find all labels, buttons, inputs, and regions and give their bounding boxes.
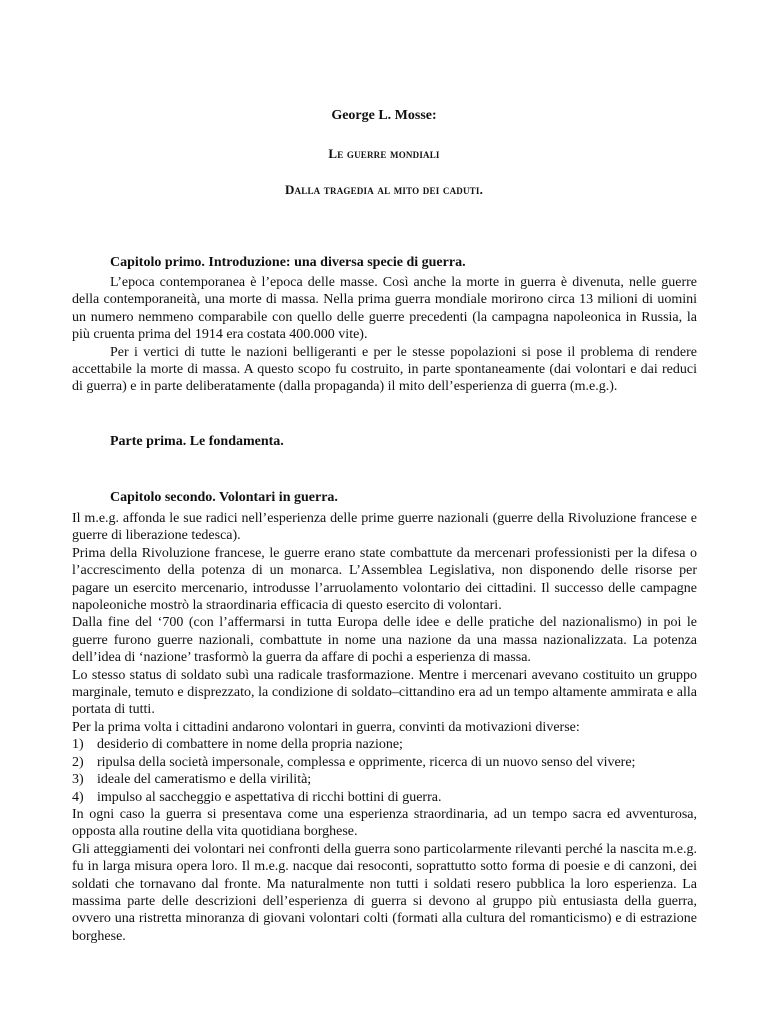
paragraph: L’epoca contemporanea è l’epoca delle masse. Così anche la morte in guerra è divenuta, nelle guerre della contemporaneità, una morte di massa. Nella prima guerra mondiale morirono circa 13 milioni di uomini un numero nemmeno comparabile con quello delle guerre precedenti (la campagna napoleonica in Russia, la più cruenta prima del 1914 era costata 400.000 vite).: [72, 275, 697, 343]
list-text: ripulsa della società impersonale, complessa e opprimente, ricerca di un nuovo senso del vivere;: [97, 754, 636, 770]
list-text: ideale del cameratismo e della virilità;: [97, 772, 312, 788]
paragraph: Per i vertici di tutte le nazioni belligeranti e per le stesse popolazioni si pose il problema di rendere accettabile la morte di massa. A questo scopo fu costruito, in parte spontaneamente (dai volontari e dai reduci di guerra) e in parte deliberatamente (dalla propaganda) il mito dell’esperienza di guerra (m.e.g.).: [72, 344, 697, 395]
list-number: 4): [72, 789, 84, 805]
motivations-list: [72, 736, 697, 806]
paragraph: Gli atteggiamenti dei volontari nei confronti della guerra sono particolarmente rilevanti perché la nascita m.e.g. fu in larga misura opera loro. Il m.e.g. nacque dai resoconti, soprattutto sotto forma di poesie e di canzoni, dei soldati che tornavano dal fronte. Ma naturalmente non tutti i soldati resero pubblica la loro esperienza. La massima parte delle descrizioni dell’esperienza di guerra si devono al gruppo più entusiasta della guerra, ovvero una ristretta minoranza di giovani volontari colti (formati alla cultura del romanticismo) e di estrazione borghese.: [72, 841, 697, 944]
list-text: impulso al saccheggio e aspettativa di ricchi bottini di guerra.: [97, 789, 442, 805]
list-number: 1): [72, 737, 84, 753]
list-text: desiderio di combattere in nome della propria nazione;: [97, 737, 403, 753]
paragraph: Dalla fine del ‘700 (con l’affermarsi in tutta Europa delle idee e delle pratiche del nazionalismo) in poi le guerre furono guerre nazionali, combattute in nome una nazione da una massa nazionalizzata. La potenza dell’idea di ‘nazione’ trasformò la guerra da affare di pochi a esperienza di massa.: [72, 615, 697, 666]
list-item: [72, 789, 697, 806]
list-item: [72, 754, 697, 771]
chapter2-heading: Capitolo secondo. Volontari in guerra.: [110, 490, 338, 505]
chapter2-body: [72, 510, 697, 945]
paragraph: In ogni caso la guerra si presentava come una esperienza straordinaria, ad un tempo sacra ed avventurosa, opposta alla routine della vita quotidiana borghese.: [72, 806, 697, 840]
list-number: 3): [72, 772, 84, 788]
paragraph: Prima della Rivoluzione francese, le guerre erano state combattute da mercenari professionisti per la difesa o l’accrescimento della potenza di un monarca. L’Assemblea Legislativa, non disponendo delle risorse per pagare un esercito mercenario, introdusse l’arruolamento volontario dei cittadini. Il successo delle campagne napoleoniche mostrò la straordinaria efficacia di questo esercito di volontari.: [72, 545, 697, 614]
list-item: [72, 736, 697, 753]
list-number: 2): [72, 754, 84, 770]
paragraph: Lo stesso status di soldato subì una radicale trasformazione. Mentre i mercenari avevano costituito un gruppo marginale, temuto e disprezzato, la condizione di soldato–cittandino era ad un tempo altamente ammirata e alla portata di tutti.: [72, 667, 697, 718]
part1-heading: Parte prima. Le fondamenta.: [110, 434, 284, 449]
list-item: [72, 771, 697, 788]
book-title: Le guerre mondiali: [328, 146, 440, 161]
paragraph: Il m.e.g. affonda le sue radici nell’esperienza delle prime guerre nazionali (guerre della Rivoluzione francese e guerre di liberazione tedesca).: [72, 511, 697, 544]
chapter1-body: [72, 274, 697, 396]
author-line: George L. Mosse:: [331, 108, 437, 123]
book-subtitle: Dalla tragedia al mito dei caduti.: [284, 182, 484, 197]
paragraph: Per la prima volta i cittadini andarono volontari in guerra, convinti da motivazioni diverse:: [72, 719, 580, 735]
chapter1-heading: Capitolo primo. Introduzione: una diversa specie di guerra.: [110, 255, 466, 270]
